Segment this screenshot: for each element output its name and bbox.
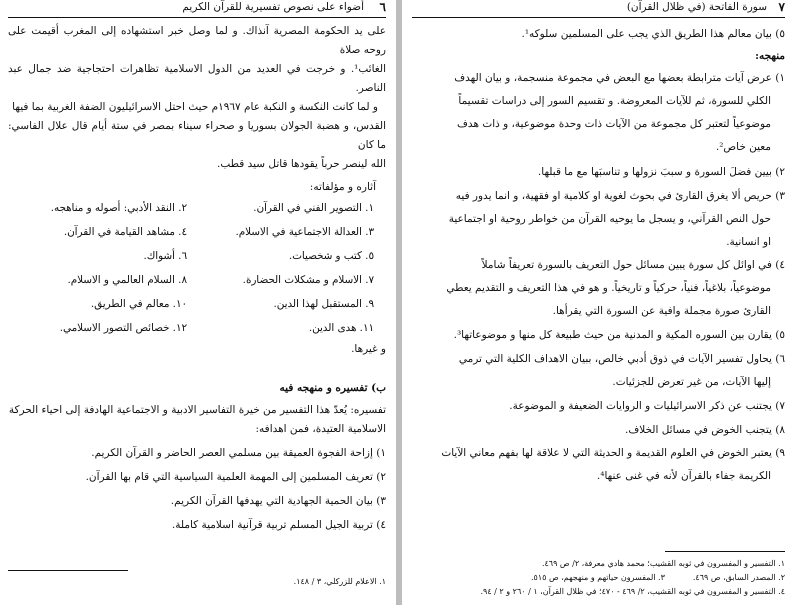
- method-line: القارئ صورة مجملة وافية عن السورة التي يقرأها.: [552, 305, 771, 317]
- method-line: موضوعياً لتعتبر كل مجموعة من الآيات ذات وحدة موضوعية، و ذات هدف: [457, 118, 771, 130]
- left-page-number: ٦: [379, 0, 386, 14]
- work-item: ٧. الاسلام و مشكلات الحضارة.: [242, 274, 374, 286]
- right-page-header: [412, 0, 785, 18]
- left-page: [0, 0, 396, 605]
- goal-item: ٢) تعريف المسلمين إلى المهمة العلمية السياسية التي قام بها القرآن.: [85, 471, 386, 483]
- work-item: ١. التصوير الفني في القرآن.: [253, 202, 374, 214]
- method-line: إليها الآيات، من غير تعرض للجزئيات.: [612, 376, 771, 388]
- works-tail: و غيرها.: [351, 343, 386, 355]
- right-page: [402, 0, 793, 605]
- intro-line: ٥) بيان معالم هذا الطريق الذي يجب على المسلمين سلوكه¹.: [521, 28, 785, 40]
- intro-line: الله لينصر حرباً يقودها قاتل سيد قطب.: [216, 158, 386, 170]
- goal-item: ١) إزاحة الفجوة العميقة بين مسلمي العصر الحاضر و القرآن الكريم.: [91, 447, 386, 459]
- footnote: ١. التفسير و المفسرون في ثوبه القشيب؛ محمد هادي معرفة، ٢/ ص ٤٦٩.: [541, 559, 785, 568]
- work-item: ٣. العدالة الاجتماعية في الاسلام.: [235, 226, 374, 238]
- work-item: ٨. السلام العالمي و الاسلام.: [67, 274, 187, 286]
- work-item: ٦. أشواك.: [143, 250, 187, 262]
- work-item: ٥. كتب و شخصيات.: [288, 250, 374, 262]
- right-running-title: سورة الفاتحة (في ظلال القرآن): [626, 1, 767, 13]
- method-line: ٧) يجتنب عن ذكر الاسرائيليات و الروايات الضعيفة و الموضوعة.: [509, 400, 785, 412]
- footnote: ٣. المفسرون حياتهم و منهجهم، ص ٥١٥.: [531, 573, 665, 582]
- method-line: ٣) حريص ألا يغرق القارئ في بحوث لغوية او كلامية او فقهية، و انما يدور فيه: [455, 190, 785, 202]
- method-line: ٩) يعتبر الخوض في العلوم القديمة و الحديثة التي لا علاقة لها بفهم معاني الآيات: [441, 447, 785, 459]
- footnote: ٢. المصدر السابق، ص ٤٦٩.: [692, 573, 785, 582]
- works-heading: آثاره و مؤلفاته:: [309, 181, 376, 193]
- work-item: ٢. النقد الأدبي: أصوله و مناهجه.: [50, 202, 187, 214]
- footnote: ١. الاعلام للزركلي، ٣ / ١٤٨.: [293, 577, 386, 586]
- work-item: ٤. مشاهد القيامة في القرآن.: [63, 226, 187, 238]
- method-line: ٢) بيين فضلَ السورة و سببَ نزولها و تناسبَها مع ما قبلها.: [537, 166, 785, 178]
- method-line: الكلي للسورة، ثم للآيات المعروضة. و تقسيم السور إلى دراسات تقسيماً: [458, 95, 771, 107]
- footnote-rule: [665, 551, 785, 552]
- method-line: ٦) يحاول تفسير الآيات في ذوق أدبي خالص، ببيان الاهداف الكلية التي ترمي: [458, 353, 785, 365]
- footnote: ٤. التفسير و المفسرون في ثوبه القشيب، ٢/ ٤٦٩ - ٤٧٠؛ في ظلال القرآن، ١ / ٢٦٠ و ٢ / ٩٤.: [480, 587, 785, 596]
- works-list: [8, 196, 374, 340]
- method-line: ٤) في اوائل كل سورة يبين مسائل حول التعريف بالسورة تعريفاً شاملاً: [481, 259, 785, 271]
- method-line: ١) عرض آيات مترابطة بعضها مع البعض في مجموعة منسجمة، و بيان الهدف: [454, 72, 785, 84]
- footnote-rule: [8, 570, 128, 571]
- left-page-header: [8, 0, 386, 18]
- left-running-title: أضواء على نصوص تفسيرية للقرآن الكريم: [182, 1, 364, 13]
- work-item: ١٢. خصائص التصور الاسلامي.: [59, 322, 187, 334]
- section-line: تفسيره: يُعدّ هذا التفسير من خيرة التفاسير الادبية و الاجتماعية الهادفة إلى احياء الحركة: [8, 404, 386, 416]
- method-line: موضوعياً، بلاغياً، فنياً، حركياً و تاريخياً. و هو في هذا التعريف و التقديم يعطي: [446, 282, 771, 294]
- intro-line: القدس، و هضبة الجولان بسوريا و صحراء سيناء بمصر في ستة أيام قال علال الفاسي: ما كان: [8, 120, 386, 151]
- right-page-number: ٧: [778, 0, 785, 14]
- intro-line: الغائب¹. و خرجت في العديد من الدول الاسلامية تظاهرات احتجاجية ضد جمال عبد الناصر.: [8, 63, 386, 94]
- work-item: ١١. هدى الدين.: [308, 322, 374, 334]
- work-item: ٩. المستقبل لهذا الدين.: [273, 298, 374, 310]
- method-line: معين خاص².: [715, 141, 771, 153]
- method-line: حول النص القرآني، و يسجل ما يوحيه القرآن من خواطر روحية او اجتماعية: [448, 213, 771, 225]
- goal-item: ٣) بيان الحمية الجهادية التي يهدفها القرآن الكريم.: [170, 495, 386, 507]
- section-heading: ب) تفسيره و منهجه فيه: [279, 382, 386, 394]
- method-line: ٥) يقارن بين السوره المكية و المدنية من حيث طبيعة كل منها و موضوعاتها³.: [453, 329, 785, 341]
- method-heading: منهجه:: [755, 50, 785, 62]
- goal-item: ٤) تربية الجيل المسلم تربية قرآنية اسلامية كاملة.: [171, 519, 386, 531]
- intro-line: و لما كانت النكسة و النكبة عام ١٩٦٧م حيث احتل الاسرائيليون الضفة الغربية بما فيها: [12, 101, 378, 113]
- method-line: ٨) يتجنب الخوض في مسائل الخلاف.: [624, 424, 785, 436]
- work-item: ١٠. معالم في الطريق.: [90, 298, 187, 310]
- intro-line: على يد الحكومة المصرية آنذاك. و لما وصل خبر استشهاده إلى المغرب أقيمت على روحه صلاة: [8, 25, 386, 56]
- method-list: [412, 67, 785, 488]
- method-line: الكريمة جفاء بالقرآن لأنه في غنى عنها⁴.: [596, 470, 771, 482]
- method-line: او انسانية.: [726, 236, 771, 248]
- section-line: الاسلامية العتيدة، فمن اهدافه:: [255, 423, 386, 435]
